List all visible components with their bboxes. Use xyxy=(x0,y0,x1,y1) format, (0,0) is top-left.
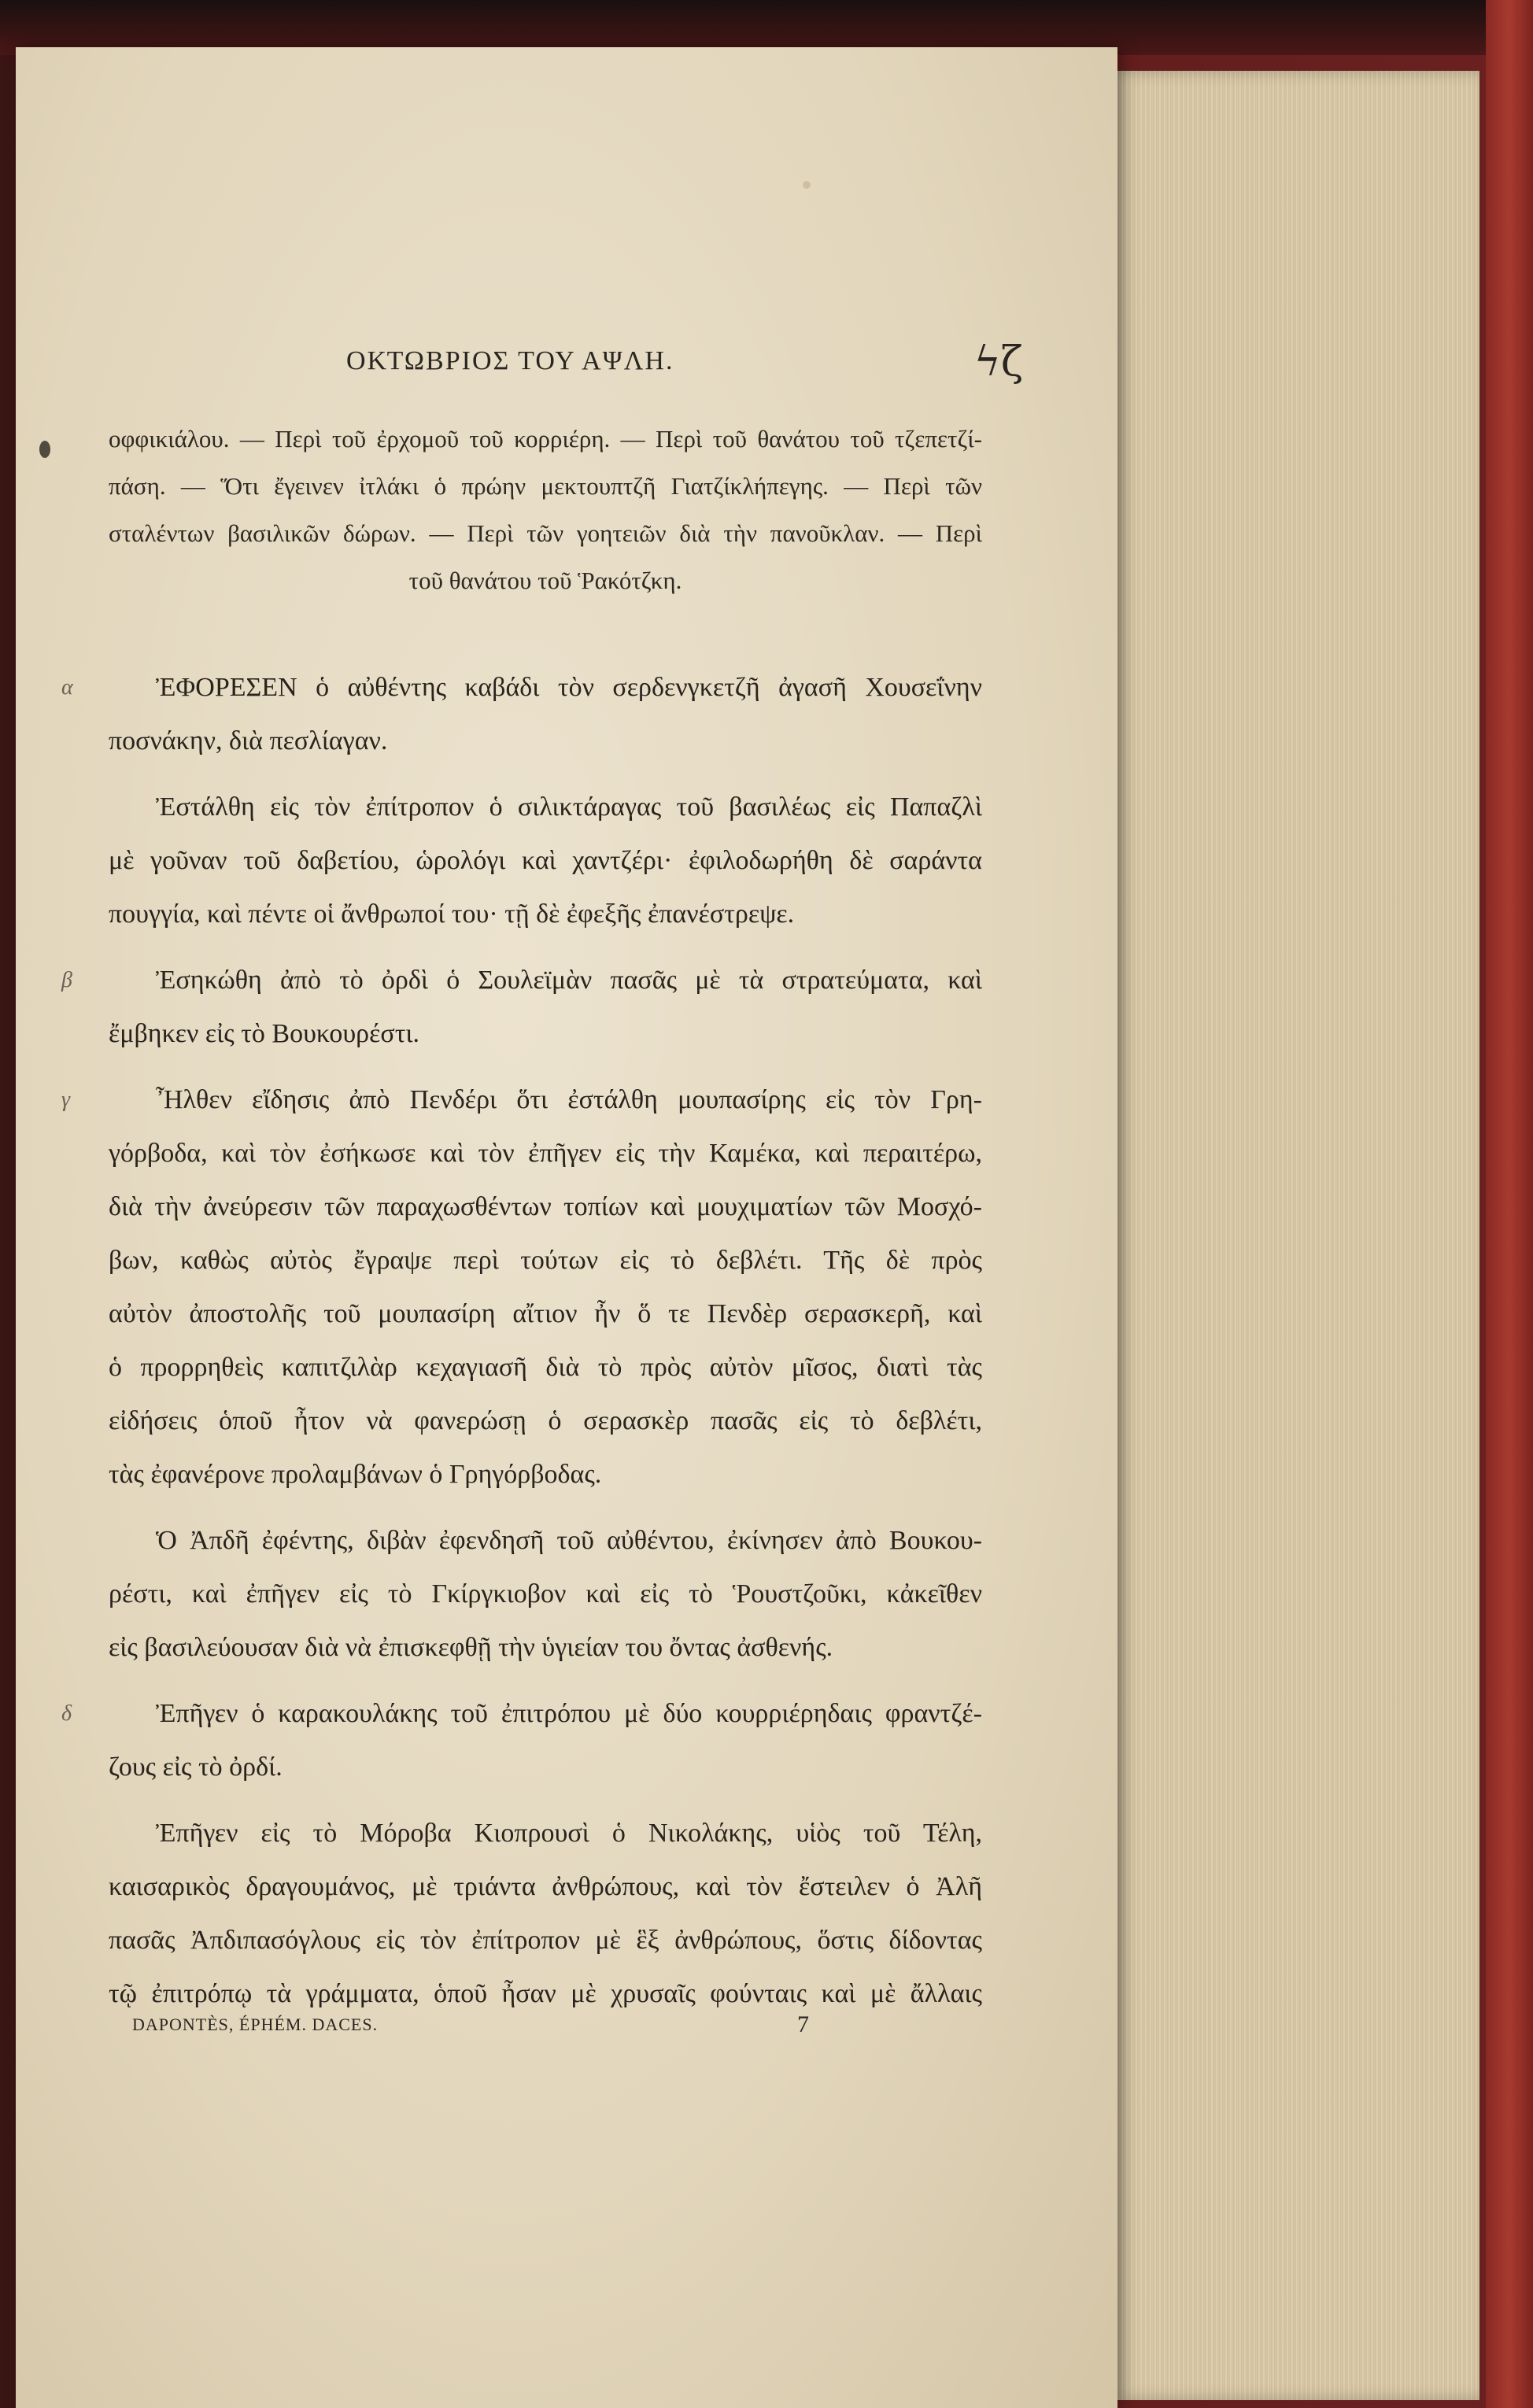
text-line: καισαρικὸς δραγουμάνος, μὲ τριάντα ἀνθρώπους, καὶ τὸν ἔστειλεν ὁ Ἀλῆ xyxy=(109,1872,982,1901)
text-line: Ἐσηκώθη ἀπὸ τὸ ὀρδὶ ὁ Σουλεϊμὰν πασᾶς μὲ τὰ στρατεύματα, καὶ xyxy=(156,966,982,995)
text-line: διὰ τὴν ἀνεύρεσιν τῶν παραχωσθέντων τοπίων καὶ μουχιματίων τῶν Μοσχό- xyxy=(109,1192,982,1221)
text-line: ρέστι, καὶ ἐπῆγεν εἰς τὸ Γκίργκιοβον καὶ εἰς τὸ Ῥουστζοῦκι, κἀκεῖθεν xyxy=(109,1579,982,1608)
margin-mark: α xyxy=(61,675,73,700)
summary-line: τοῦ θανάτου τοῦ Ῥακότζκη. xyxy=(408,567,682,594)
cover-red-edge xyxy=(1486,0,1533,2408)
text-line: Ἦλθεν εἴδησις ἀπὸ Πενδέρι ὅτι ἐστάλθη μουπασίρης εἰς τὸν Γρη- xyxy=(156,1085,982,1114)
text-line: τῷ ἐπιτρόπῳ τὰ γράμματα, ὁποῦ ἦσαν μὲ χρυσαῖς φούνταις καὶ μὲ ἄλλαις xyxy=(109,1979,982,2008)
text-line: εἰς βασιλεύουσαν διὰ νὰ ἐπισκεφθῇ τὴν ὑγιείαν του ὄντας ἀσθενής. xyxy=(109,1633,833,1662)
text-line: Ἐπῆγεν εἰς τὸ Μόροβα Κιοπρουσὶ ὁ Νικολάκης, υἱὸς τοῦ Τέλη, xyxy=(156,1819,982,1848)
text-line: πασᾶς Ἀπδιπασόγλους εἰς τὸν ἐπίτροπον μὲ ἓξ ἀνθρώπους, ὅστις δίδοντας xyxy=(109,1926,982,1955)
text-line: Ἐπῆγεν ὁ καρακουλάκης τοῦ ἐπιτρόπου μὲ δύο κουρριέρηδαις φραντζέ- xyxy=(156,1699,982,1728)
text-line: μὲ γοῦναν τοῦ δαβετίου, ὡρολόγι καὶ χαντζέρι· ἐφιλοδωρήθη δὲ σαράντα xyxy=(109,846,982,875)
text-line: γόρβοδα, καὶ τὸν ἐσήκωσε καὶ τὸν ἐπῆγεν εἰς τὴν Καμέκα, καὶ περαιτέρω, xyxy=(109,1139,982,1168)
text-line: πουγγία, καὶ πέντε οἱ ἄνθρωποί του· τῇ δὲ ἐφεξῆς ἐπανέστρεψε. xyxy=(109,899,795,929)
paragraph xyxy=(61,661,982,768)
paragraph xyxy=(109,781,982,941)
text-line: ζους εἰς τὸ ὀρδί. xyxy=(109,1752,283,1782)
page-header xyxy=(346,338,1023,393)
margin-mark: β xyxy=(61,968,72,992)
text-line: εἰδήσεις ὁποῦ ἦτον νὰ φανερώσῃ ὁ σερασκὲρ πασᾶς εἰς τὸ δεβλέτι, xyxy=(109,1406,982,1435)
sheet-number: 7 xyxy=(797,2011,809,2037)
ink-blot xyxy=(39,441,50,458)
margin-mark: γ xyxy=(61,1088,71,1112)
running-title: ΟΚΤΩΒΡΙΟΣ ΤΟΥ ΑΨΛΗ. xyxy=(346,346,674,375)
margin-mark: δ xyxy=(61,1701,72,1726)
summary-line: οφφικιάλου. — Περὶ τοῦ ἐρχομοῦ τοῦ κορριέρη. — Περὶ τοῦ θανάτου τοῦ τζεπετζί- xyxy=(109,425,982,452)
text-line: τὰς ἐφανέρονε προλαμβάνων ὁ Γρηγόρβοδας. xyxy=(109,1460,602,1489)
text-line: Ἐστάλθη εἰς τὸν ἐπίτροπον ὁ σιλικτάραγας τοῦ βασιλέως εἰς Παπαζλὶ xyxy=(156,792,982,822)
text-line: Ὁ Ἀπδῆ ἐφέντης, διβὰν ἐφενδησῆ τοῦ αὐθέντου, ἐκίνησεν ἀπὸ Βουκου- xyxy=(156,1526,982,1555)
page-number: ϟζ xyxy=(973,338,1023,386)
paragraph xyxy=(61,1687,982,1794)
paragraph xyxy=(61,954,982,1061)
text-line: βων, καθὼς αὐτὸς ἔγραψε περὶ τούτων εἰς τὸ δεβλέτι. Τῆς δὲ πρὸς xyxy=(109,1246,982,1275)
text-line: αὐτὸν ἀποστολῆς τοῦ μουπασίρη αἴτιον ἦν ὅ τε Πενδὲρ σερασκερῆ, καὶ xyxy=(109,1299,982,1328)
text-line: ὁ προρρηθεὶς καπιτζιλὰρ κεχαγιασῆ διὰ τὸ πρὸς αὐτὸν μῖσος, διατὶ τὰς xyxy=(109,1353,982,1382)
main-text xyxy=(61,661,982,2021)
text-line: ἔμβηκεν εἰς τὸ Βουκουρέστι. xyxy=(109,1019,420,1048)
summary-line: πάση. — Ὅτι ἔγεινεν ἰτλάκι ὁ πρώην μεκτουπτζῆ Γιατζίκλήπεγης. — Περὶ τῶν xyxy=(109,472,982,500)
paragraph xyxy=(109,1514,982,1675)
text-line: ποσνάκην, διὰ πεσλίαγαν. xyxy=(109,726,388,755)
text-line: ἘΦΟΡΕΣΕΝ ὁ αὐθέντης καβάδι τὸν σερδενγκετζῆ ἀγασῆ Χουσεΐνην xyxy=(156,673,982,702)
paragraph xyxy=(109,1807,982,2021)
page-footer xyxy=(132,2011,817,2046)
page-edges-stack xyxy=(1110,71,1479,2400)
paragraph xyxy=(61,1073,982,1501)
book-page xyxy=(16,47,1117,2408)
chapter-summary xyxy=(109,415,982,604)
summary-line: σταλέντων βασιλικῶν δώρων. — Περὶ τῶν γοητειῶν διὰ τὴν πανοῦκλαν. — Περὶ xyxy=(109,519,982,547)
ink-speck xyxy=(803,181,811,189)
footer-signature: DAPONTÈS, ÉPHÉM. DACES. xyxy=(132,2015,379,2034)
